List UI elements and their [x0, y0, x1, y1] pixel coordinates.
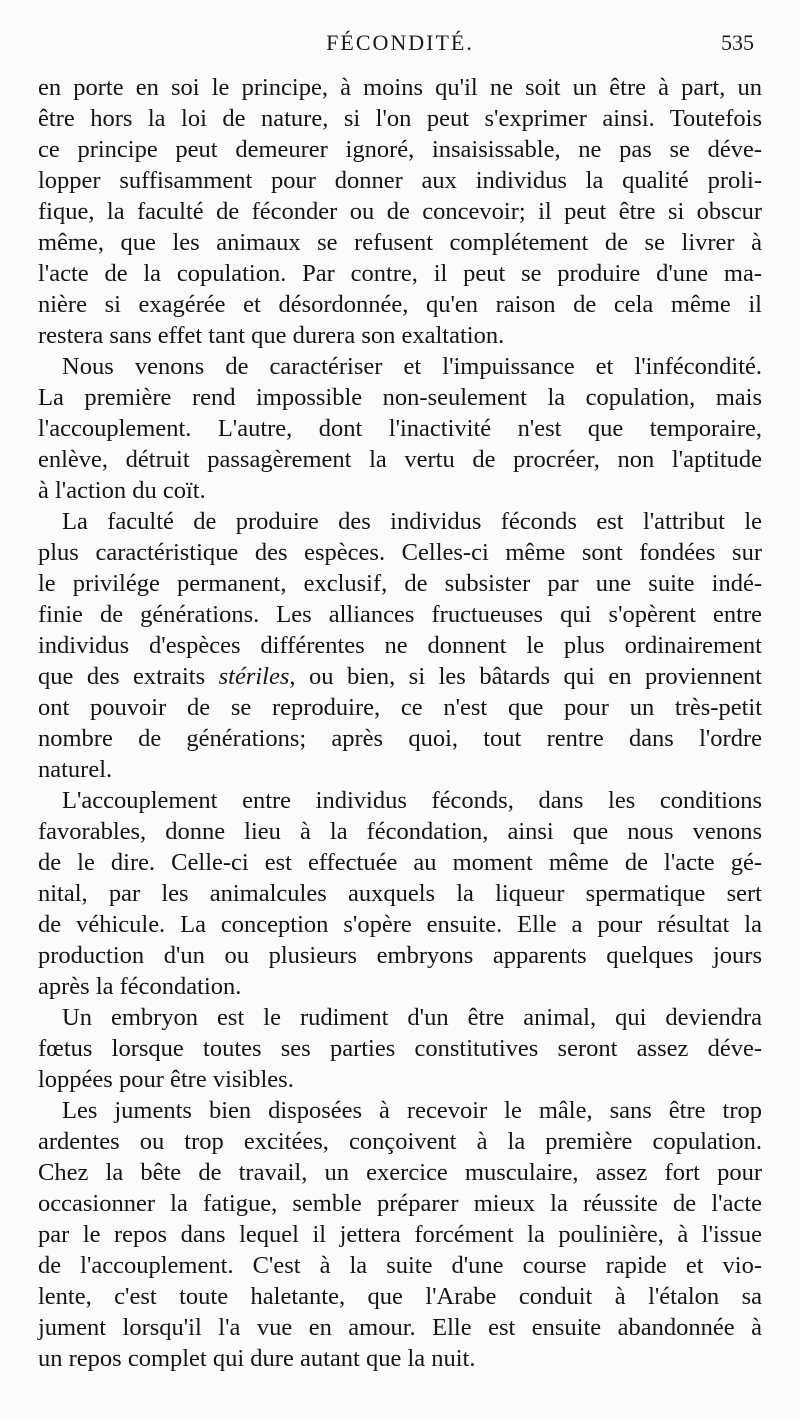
paragraph: [38, 351, 762, 506]
text-line: enlève, détruit passagèrement la vertu de procréer, non l'aptitude: [38, 446, 762, 473]
text-line: La première rend impossible non-seulement la copulation, mais: [38, 384, 762, 411]
text-line: production d'un ou plusieurs embryons apparents quelques jours: [38, 942, 762, 969]
emphasized-word: stériles: [218, 663, 290, 690]
text-line: l'acte de la copulation. Par contre, il peut se produire d'une ma-: [38, 260, 762, 287]
text-line: en porte en soi le principe, à moins qu'il ne soit un être à part, un: [38, 74, 762, 101]
running-title: FÉCONDITÉ.: [326, 30, 474, 55]
paragraph: [38, 785, 762, 1002]
text-line: lopper suffisamment pour donner aux individus la qualité proli-: [38, 167, 762, 194]
text-line: favorables, donne lieu à la fécondation, ainsi que nous venons: [38, 818, 762, 845]
paragraph: [38, 1002, 762, 1095]
text-line: ont pouvoir de se reproduire, ce n'est que pour un très-petit: [38, 694, 762, 721]
text-line: Les juments bien disposées à recevoir le mâle, sans être trop: [62, 1097, 762, 1124]
text-line: restera sans effet tant que durera son exaltation.: [38, 322, 505, 349]
paragraph: [38, 1095, 762, 1374]
text-line: ce principe peut demeurer ignoré, insaisissable, ne pas se déve-: [38, 136, 762, 163]
text-line: lente, c'est toute haletante, que l'Arabe conduit à l'étalon sa: [38, 1283, 762, 1310]
text-line: La faculté de produire des individus féconds est l'attribut le: [62, 508, 762, 535]
text-line: finie de générations. Les alliances fructueuses qui s'opèrent entre: [38, 601, 762, 628]
text-line: Chez la bête de travail, un exercice musculaire, assez fort pour: [38, 1159, 762, 1186]
text-line: de le dire. Celle-ci est effectuée au moment même de l'acte gé-: [38, 849, 762, 876]
text-line: ardentes ou trop excitées, conçoivent à la première copulation.: [38, 1128, 762, 1155]
text-line: par le repos dans lequel il jettera forcément la poulinière, à l'issue: [38, 1221, 762, 1248]
page-header: [0, 30, 800, 60]
paragraph: [38, 506, 762, 785]
text-line: jument lorsqu'il l'a vue en amour. Elle est ensuite abandonnée à: [38, 1314, 762, 1341]
text-line: après la fécondation.: [38, 973, 242, 1000]
page-number: 535: [721, 30, 754, 55]
text-line: naturel.: [38, 756, 113, 783]
text-line: un repos complet qui dure autant que la nuit.: [38, 1345, 476, 1372]
text-line: fique, la faculté de féconder ou de concevoir; il peut être si obscur: [38, 198, 762, 225]
text-line: nombre de générations; après quoi, tout rentre dans l'ordre: [38, 725, 762, 752]
text-line: nital, par les animalcules auxquels la liqueur spermatique sert: [38, 880, 762, 907]
text-line: occasionner la fatigue, semble préparer mieux la réussite de l'acte: [38, 1190, 762, 1217]
paragraph: [38, 72, 762, 351]
text-line: l'accouplement. L'autre, dont l'inactivité n'est que temporaire,: [38, 415, 762, 442]
text-line: être hors la loi de nature, si l'on peut s'exprimer ainsi. Toutefois: [38, 105, 762, 132]
body-text: [38, 72, 762, 1374]
text-line: à l'action du coït.: [38, 477, 206, 504]
text-line: nière si exagérée et désordonnée, qu'en raison de cela même il: [38, 291, 762, 318]
text-line: loppées pour être visibles.: [38, 1066, 294, 1093]
text-line: le privilége permanent, exclusif, de subsister par une suite indé-: [38, 570, 762, 597]
text-line: plus caractéristique des espèces. Celles-ci même sont fondées sur: [38, 539, 762, 566]
text-line: de véhicule. La conception s'opère ensuite. Elle a pour résultat la: [38, 911, 762, 938]
text-line: fœtus lorsque toutes ses parties constitutives seront assez déve-: [38, 1035, 762, 1062]
text-line: même, que les animaux se refusent complétement de se livrer à: [38, 229, 762, 256]
text-line: individus d'espèces différentes ne donnent le plus ordinairement: [38, 632, 762, 659]
text-line: L'accouplement entre individus féconds, dans les conditions: [62, 787, 762, 814]
text-line: Un embryon est le rudiment d'un être animal, qui deviendra: [62, 1004, 762, 1031]
text-line: Nous venons de caractériser et l'impuissance et l'infécondité.: [62, 353, 762, 380]
text-line: de l'accouplement. C'est à la suite d'une course rapide et vio-: [38, 1252, 762, 1279]
text-line: que des extraits stériles, ou bien, si les bâtards qui en proviennent: [38, 663, 762, 690]
